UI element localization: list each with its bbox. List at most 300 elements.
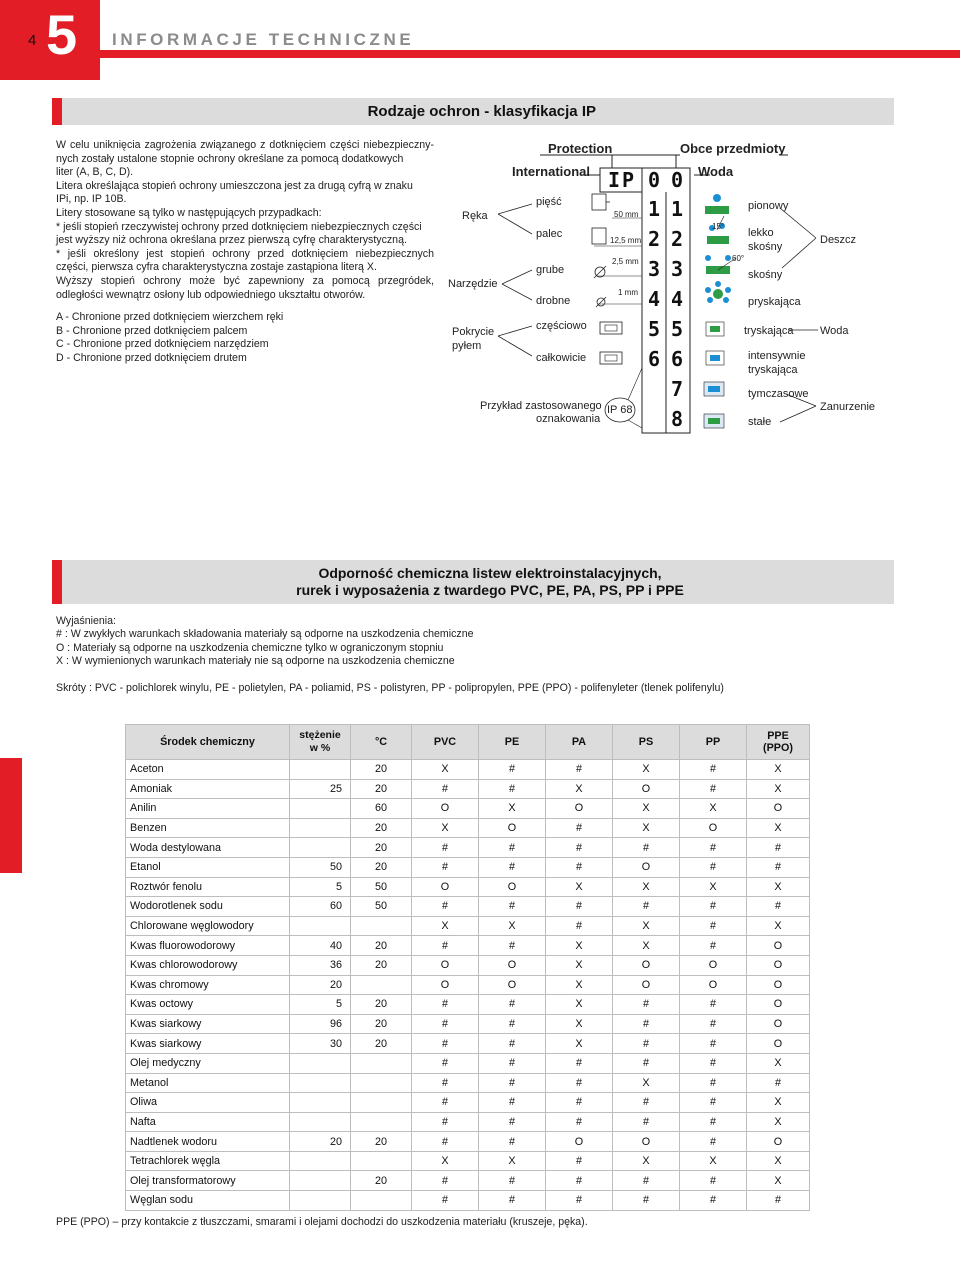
table-cell: X: [613, 818, 680, 838]
table-cell: #: [613, 1093, 680, 1113]
ip-text-line: części, pierwsza cyfra charakterystyczna zostaje zastąpiona literą X.: [56, 261, 377, 274]
second-digit: 0: [671, 168, 684, 192]
table-cell: #: [613, 1053, 680, 1073]
table-cell: #: [479, 857, 546, 877]
table-cell: [290, 838, 351, 858]
table-cell: 20: [351, 936, 412, 956]
table-cell: X: [613, 760, 680, 780]
chemical-resistance-table: [125, 724, 810, 1211]
ip-text-line: W celu uniknięcia zagrożenia związanego z dotknięciem części niebezpieczny-: [56, 139, 434, 151]
table-cell: O: [747, 995, 810, 1015]
table-cell: 20: [351, 838, 412, 858]
chemical-name-cell: Metanol: [126, 1073, 290, 1093]
table-cell: #: [680, 1191, 747, 1211]
table-cell: #: [479, 760, 546, 780]
table-cell: [351, 1053, 412, 1073]
letter-item: C - Chronione przed dotknięciem narzędziem: [56, 338, 269, 351]
table-row: [126, 1132, 810, 1152]
table-cell: #: [613, 995, 680, 1015]
second-label: skośny: [748, 241, 783, 253]
table-cell: #: [546, 1093, 613, 1113]
table-cell: X: [546, 1014, 613, 1034]
table-row: [126, 857, 810, 877]
chemical-name-cell: Roztwór fenolu: [126, 877, 290, 897]
table-cell: #: [479, 936, 546, 956]
table-row: [126, 1014, 810, 1034]
table-cell: #: [546, 1053, 613, 1073]
table-cell: #: [412, 1014, 479, 1034]
table-header-row: [126, 725, 810, 760]
ip-label: IP: [608, 168, 637, 192]
letter-item: A - Chronione przed dotknięciem wierzchem ręki: [56, 311, 284, 323]
ip-text-line: * jeśli określony jest stopień ochrony przed dotknięciem niebezpiecznych: [56, 247, 434, 260]
table-cell: [290, 1151, 351, 1171]
col-header-ppe: PPE (PPO): [747, 725, 810, 760]
legend-line: X : W wymienionych warunkach materiały nie są odporne na uszkodzenia chemiczne: [56, 655, 455, 668]
first-digit: 3: [648, 257, 661, 281]
group-dust-2: pyłem: [452, 340, 482, 352]
table-cell: #: [546, 857, 613, 877]
second-digit: 7: [671, 377, 684, 401]
chemical-name-cell: Olej medyczny: [126, 1053, 290, 1073]
table-cell: 50: [351, 877, 412, 897]
table-cell: O: [412, 975, 479, 995]
table-cell: [290, 760, 351, 780]
second-label: lekko: [748, 227, 774, 239]
table-cell: X: [613, 799, 680, 819]
table-cell: #: [680, 1034, 747, 1054]
foreign-objects-heading: Obce przedmioty: [680, 141, 786, 156]
table-cell: #: [613, 1171, 680, 1191]
table-cell: X: [546, 995, 613, 1015]
table-cell: X: [412, 1151, 479, 1171]
col-header-temperature: °C: [351, 725, 412, 760]
chemical-name-cell: Wodorotlenek sodu: [126, 897, 290, 917]
chem-title-line-2: rurek i wyposażenia z twardego PVC, PE, PA, PS, PP i PPE: [296, 582, 684, 598]
angle-60: 60°: [732, 254, 745, 263]
table-cell: [290, 799, 351, 819]
table-cell: [351, 1191, 412, 1211]
size-label: 2,5 mm: [612, 257, 639, 266]
table-cell: X: [613, 936, 680, 956]
first-digit: 2: [648, 227, 661, 251]
table-cell: X: [546, 877, 613, 897]
table-cell: X: [412, 760, 479, 780]
table-cell: #: [412, 838, 479, 858]
table-cell: #: [412, 1112, 479, 1132]
table-cell: [290, 818, 351, 838]
table-cell: #: [680, 1171, 747, 1191]
protection-heading: Protection: [548, 141, 613, 156]
table-cell: O: [680, 975, 747, 995]
table-cell: #: [479, 1034, 546, 1054]
table-cell: X: [747, 877, 810, 897]
col-header-pa: PA: [546, 725, 613, 760]
table-cell: 30: [290, 1034, 351, 1054]
table-cell: 20: [290, 975, 351, 995]
chemical-name-cell: Kwas chromowy: [126, 975, 290, 995]
side-red-marker: [0, 758, 22, 873]
table-cell: X: [479, 799, 546, 819]
chemical-name-cell: Chlorowane węglowodory: [126, 916, 290, 936]
table-cell: [351, 1112, 412, 1132]
table-cell: #: [680, 1132, 747, 1152]
chemical-name-cell: Olej transformatorowy: [126, 1171, 290, 1191]
ip-text-line: Litery stosowane są tylko w następujących przypadkach:: [56, 206, 322, 219]
table-cell: X: [546, 936, 613, 956]
table-cell: O: [613, 975, 680, 995]
table-cell: #: [680, 779, 747, 799]
table-cell: O: [747, 799, 810, 819]
second-label: skośny: [748, 269, 783, 281]
table-cell: #: [546, 1171, 613, 1191]
table-row: [126, 897, 810, 917]
table-cell: #: [546, 760, 613, 780]
table-cell: #: [613, 897, 680, 917]
second-digit: 5: [671, 317, 684, 341]
table-cell: X: [613, 1073, 680, 1093]
second-label: pryskająca: [748, 296, 801, 308]
first-label: drobne: [536, 295, 571, 307]
table-cell: O: [613, 1132, 680, 1152]
table-cell: O: [747, 1132, 810, 1152]
table-cell: #: [680, 995, 747, 1015]
first-digit: 6: [648, 347, 661, 371]
table-cell: O: [546, 1132, 613, 1152]
table-cell: O: [747, 936, 810, 956]
first-label: całkowicie: [536, 352, 587, 364]
ip-diagram-lines: [440, 138, 890, 438]
table-cell: 20: [351, 760, 412, 780]
table-cell: #: [412, 857, 479, 877]
table-cell: [351, 916, 412, 936]
table-cell: O: [680, 955, 747, 975]
table-cell: X: [747, 916, 810, 936]
ip-text-line: * jeśli stopień rzeczywistej ochrony przed dotknięciem niebezpiecznych części: [56, 220, 422, 233]
table-cell: 5: [290, 995, 351, 1015]
chemical-name-cell: Benzen: [126, 818, 290, 838]
first-label: grube: [536, 264, 565, 276]
table-cell: [351, 1151, 412, 1171]
table-cell: [351, 975, 412, 995]
legend-line: Wyjaśnienia:: [56, 615, 116, 627]
table-cell: X: [613, 1151, 680, 1171]
chem-legend: [56, 615, 656, 669]
table-cell: 20: [351, 955, 412, 975]
second-digit: 1: [671, 197, 684, 221]
chemical-name-cell: Nadtlenek wodoru: [126, 1132, 290, 1152]
table-cell: X: [613, 916, 680, 936]
table-cell: #: [747, 1073, 810, 1093]
table-cell: 20: [351, 818, 412, 838]
table-cell: [351, 1073, 412, 1093]
second-label: stałe: [748, 416, 772, 428]
second-digit: 8: [671, 407, 684, 431]
table-cell: #: [546, 1112, 613, 1132]
table-row: [126, 1171, 810, 1191]
table-cell: O: [479, 818, 546, 838]
first-digit: 0: [648, 168, 661, 192]
table-cell: #: [479, 1112, 546, 1132]
table-cell: O: [613, 779, 680, 799]
size-label: 12,5 mm: [610, 236, 642, 245]
col-header-pvc: PVC: [412, 725, 479, 760]
table-cell: #: [412, 897, 479, 917]
table-cell: X: [747, 818, 810, 838]
col-header-pp: PP: [680, 725, 747, 760]
example-label-2: oznakowania: [536, 413, 601, 425]
table-cell: X: [546, 1034, 613, 1054]
table-cell: #: [479, 995, 546, 1015]
table-cell: #: [747, 1191, 810, 1211]
table-cell: #: [680, 857, 747, 877]
table-cell: 60: [290, 897, 351, 917]
group-tool: Narzędzie: [448, 278, 498, 290]
chemical-name-cell: Woda destylowana: [126, 838, 290, 858]
table-cell: X: [479, 1151, 546, 1171]
example-code: IP 68: [607, 404, 633, 416]
table-cell: #: [412, 1073, 479, 1093]
chemical-name-cell: Tetrachlorek węgla: [126, 1151, 290, 1171]
table-cell: 20: [351, 1034, 412, 1054]
group-immersion: Zanurzenie: [820, 401, 876, 413]
table-cell: #: [613, 1014, 680, 1034]
table-row: [126, 995, 810, 1015]
chem-section-title: [200, 565, 780, 599]
table-cell: X: [680, 799, 747, 819]
legend-line: # : W zwykłych warunkach składowania materiały są odporne na uszkodzenia chemiczne: [56, 628, 474, 641]
table-cell: X: [412, 818, 479, 838]
ip-text-line: odległości wewnątrz osłony lub odpowiedniego ukształtu otworów.: [56, 288, 366, 301]
table-cell: #: [546, 916, 613, 936]
first-digit: 1: [648, 197, 661, 221]
ip-text-line: jest wyższy niż ochrona określana przez pierwszą cyfrę charakterystyczną.: [56, 234, 407, 247]
table-cell: #: [546, 818, 613, 838]
table-cell: 5: [290, 877, 351, 897]
chemical-name-cell: Oliwa: [126, 1093, 290, 1113]
legend-line: O : Materiały są odporne na uszkodzenia chemiczne tylko w ograniczonym stopniu: [56, 641, 444, 654]
table-row: [126, 1034, 810, 1054]
table-cell: [290, 1171, 351, 1191]
ip-text-line: Litera określająca stopień ochrony umieszczona jest za drugą cyfrą w znaku: [56, 179, 413, 192]
table-cell: [290, 1093, 351, 1113]
table-cell: #: [479, 779, 546, 799]
ip-text-line: nych zostały ustalone stopnie ochrony określane za pomocą dodatkowych: [56, 152, 404, 165]
chemical-name-cell: Kwas fluorowodorowy: [126, 936, 290, 956]
ip-text-line: IPi, np. IP 10B.: [56, 193, 127, 206]
ip-section-title: Rodzaje ochron - klasyfikacja IP: [367, 103, 596, 120]
table-cell: X: [546, 955, 613, 975]
chemical-name-cell: Kwas octowy: [126, 995, 290, 1015]
table-row: [126, 877, 810, 897]
first-label: pięść: [536, 196, 562, 208]
table-cell: #: [546, 1073, 613, 1093]
table-cell: X: [747, 779, 810, 799]
table-cell: 50: [351, 897, 412, 917]
table-cell: #: [546, 1191, 613, 1211]
table-cell: #: [747, 838, 810, 858]
table-row: [126, 799, 810, 819]
table-cell: #: [479, 1073, 546, 1093]
letter-item: D - Chronione przed dotknięciem drutem: [56, 351, 247, 364]
table-cell: #: [479, 838, 546, 858]
table-row: [126, 760, 810, 780]
table-row: [126, 916, 810, 936]
table-cell: 60: [351, 799, 412, 819]
table-row: [126, 1112, 810, 1132]
chem-section-red-marker: [52, 560, 62, 604]
chemical-name-cell: Nafta: [126, 1112, 290, 1132]
table-cell: 36: [290, 955, 351, 975]
chem-title-line-1: Odporność chemiczna listew elektroinstalacyjnych,: [318, 565, 662, 581]
table-cell: #: [680, 1053, 747, 1073]
col-header-chemical: Środek chemiczny: [126, 725, 290, 760]
table-cell: #: [680, 1073, 747, 1093]
table-row: [126, 1151, 810, 1171]
second-label: pionowy: [748, 200, 789, 212]
first-label: częściowo: [536, 320, 587, 332]
ip-description: [56, 139, 434, 302]
group-dust-1: Pokrycie: [452, 326, 495, 338]
table-row: [126, 975, 810, 995]
first-label: palec: [536, 228, 563, 240]
table-cell: [290, 1191, 351, 1211]
chemical-name-cell: Etanol: [126, 857, 290, 877]
table-cell: X: [479, 916, 546, 936]
table-cell: #: [546, 838, 613, 858]
second-digit: 6: [671, 347, 684, 371]
chemical-name-cell: Amoniak: [126, 779, 290, 799]
table-cell: O: [546, 799, 613, 819]
table-cell: [351, 1093, 412, 1113]
ip-letters-list: [56, 311, 434, 365]
group-hand: Ręka: [462, 210, 488, 222]
table-row: [126, 838, 810, 858]
table-cell: X: [747, 1171, 810, 1191]
table-cell: #: [412, 779, 479, 799]
water-heading: Woda: [698, 164, 734, 179]
table-cell: X: [412, 916, 479, 936]
table-cell: #: [613, 1112, 680, 1132]
ip-text-line: liter (A, B, C, D).: [56, 166, 134, 179]
page-number: 4: [28, 32, 37, 49]
table-cell: O: [479, 955, 546, 975]
table-cell: X: [747, 1053, 810, 1073]
table-cell: #: [412, 1053, 479, 1073]
chemical-name-cell: Kwas siarkowy: [126, 1014, 290, 1034]
table-row: [126, 1073, 810, 1093]
table-cell: O: [412, 877, 479, 897]
table-cell: #: [412, 1171, 479, 1191]
table-cell: #: [680, 1014, 747, 1034]
second-label: tryskająca: [744, 325, 794, 337]
table-cell: X: [680, 1151, 747, 1171]
table-row: [126, 1093, 810, 1113]
table-cell: #: [546, 1151, 613, 1171]
col-header-concentration: stężenie w %: [290, 725, 351, 760]
table-cell: [290, 1112, 351, 1132]
table-cell: 20: [290, 1132, 351, 1152]
table-cell: [290, 916, 351, 936]
chapter-number: 5: [46, 3, 76, 66]
table-cell: #: [680, 838, 747, 858]
table-cell: X: [747, 760, 810, 780]
table-cell: #: [680, 936, 747, 956]
table-cell: X: [613, 877, 680, 897]
table-cell: X: [747, 1093, 810, 1113]
table-cell: #: [680, 1112, 747, 1132]
table-cell: #: [680, 1093, 747, 1113]
table-cell: #: [412, 1132, 479, 1152]
table-cell: 96: [290, 1014, 351, 1034]
table-cell: 40: [290, 936, 351, 956]
table-cell: #: [479, 1171, 546, 1191]
table-cell: #: [479, 1053, 546, 1073]
second-label: intensywnie: [748, 350, 806, 362]
table-cell: #: [613, 1191, 680, 1211]
example-label-1: Przykład zastosowanego: [480, 400, 602, 412]
table-cell: X: [747, 1151, 810, 1171]
table-cell: #: [546, 897, 613, 917]
table-cell: X: [747, 1112, 810, 1132]
table-cell: #: [479, 1191, 546, 1211]
international-heading: International: [512, 164, 591, 179]
second-digit: 4: [671, 287, 684, 311]
table-cell: #: [613, 838, 680, 858]
table-cell: 20: [351, 1014, 412, 1034]
group-rain: Deszcz: [820, 234, 857, 246]
table-cell: O: [613, 955, 680, 975]
size-label: 50 mm: [614, 210, 639, 219]
first-digit: 4: [648, 287, 661, 311]
table-cell: 25: [290, 779, 351, 799]
table-row: [126, 779, 810, 799]
table-row: [126, 955, 810, 975]
header-red-line: [100, 50, 960, 58]
table-cell: O: [479, 975, 546, 995]
table-cell: O: [412, 799, 479, 819]
table-cell: X: [680, 877, 747, 897]
table-cell: #: [479, 897, 546, 917]
table-cell: #: [680, 897, 747, 917]
chapter-title: INFORMACJE TECHNICZNE: [112, 30, 415, 49]
table-cell: O: [747, 955, 810, 975]
table-cell: O: [479, 877, 546, 897]
table-cell: 20: [351, 1171, 412, 1191]
table-cell: O: [747, 975, 810, 995]
table-row: [126, 818, 810, 838]
table-row: [126, 936, 810, 956]
table-cell: #: [479, 1132, 546, 1152]
chemical-name-cell: Węglan sodu: [126, 1191, 290, 1211]
size-label: 1 mm: [618, 288, 638, 297]
ip-text-line: Wyższy stopień ochrony może być zapewniony za pomocą przegródek,: [56, 274, 434, 287]
table-cell: #: [412, 1191, 479, 1211]
col-header-ps: PS: [613, 725, 680, 760]
angle-15: 15°: [712, 222, 725, 231]
table-cell: [290, 1053, 351, 1073]
second-label: tryskająca: [748, 364, 798, 376]
chem-abbreviations: Skróty : PVC - polichlorek winylu, PE - polietylen, PA - poliamid, PS - polistyren, PP - polipropylen, PPE (PPO) - polifenyleter (tlenek polifenylu): [56, 682, 724, 694]
table-cell: #: [747, 897, 810, 917]
table-cell: O: [680, 818, 747, 838]
letter-item: B - Chronione przed dotknięciem palcem: [56, 324, 248, 337]
table-cell: X: [546, 779, 613, 799]
chem-footnote: PPE (PPO) – przy kontakcie z tłuszczami, smarami i olejami dochodzi do uszkodzenia materiału (kruszeje, pęka).: [56, 1216, 588, 1228]
table-cell: O: [747, 1034, 810, 1054]
table-cell: O: [747, 1014, 810, 1034]
second-digit: 3: [671, 257, 684, 281]
